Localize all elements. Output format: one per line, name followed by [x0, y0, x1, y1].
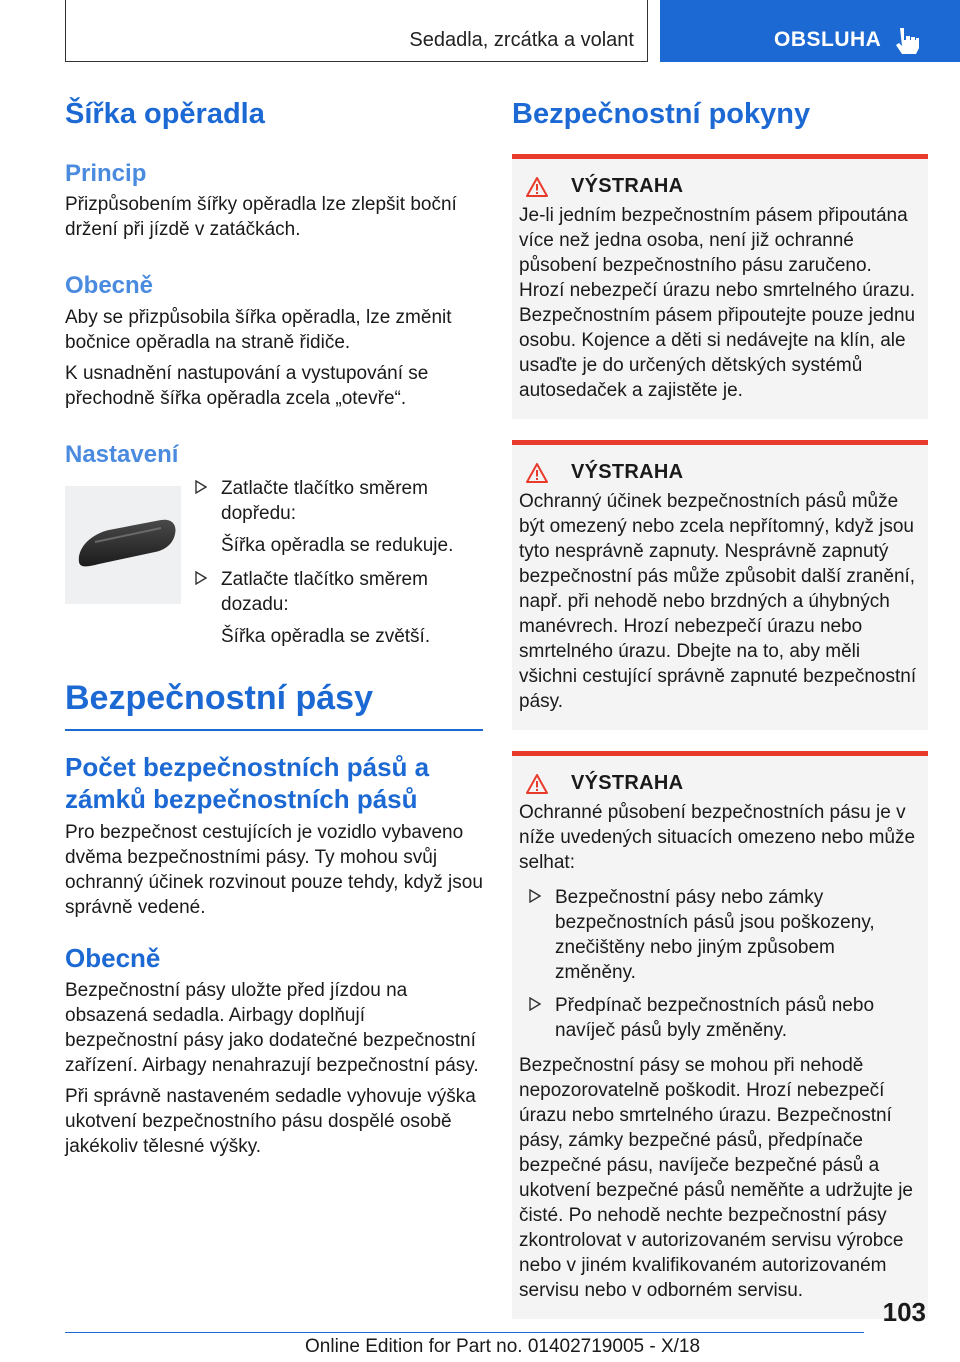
- warning-bullet: [525, 993, 921, 1043]
- step-backward-action: Zatlačte tlačítko směrem dozadu:: [221, 569, 428, 616]
- seat-width-button-graphic: [65, 486, 181, 604]
- obecne-text-2: K usnadnění nastupování a vystupování se přechodně šířka opěradla zcela „otevře“.: [65, 363, 429, 410]
- warning-title-row: [519, 175, 921, 199]
- obecne2-text-1: Bezpečnostní pásy uložte před jízdou na obsazená sedadla. Airbagy doplňují bezpečnostní pásy jako dodatečné bezpečnostní zařízení. Airbagy nenahrazují bezpečnostní pásy.: [65, 980, 479, 1077]
- warning-bullet-text: Předpínač bezpečnostních pásů nebo navíječ pásů byly změněny.: [555, 994, 875, 1041]
- princip-title: Princip: [65, 159, 147, 187]
- pocet-text: Pro bezpečnost cestujících je vozidlo vybaveno dvěma bezpečnostními pásy. Ty mohou svůj ochranný účinek rozvinout pouze tehdy, když jsou správně vedené.: [65, 821, 483, 918]
- obecne2-text-2: Při správně nastaveném sedadle vyhovuje výška ukotvení bezpečnostního pásu dospělé osobě jakékoliv tělesné výšky.: [65, 1086, 476, 1158]
- left-column: [65, 96, 483, 1159]
- warning-intro: Ochranné působení bezpečnostních pásu je v níže uvedených situacích omezeno nebo může selhat:: [519, 801, 916, 873]
- chapter-tab[interactable]: [660, 0, 960, 62]
- triangle-bullet-icon: [529, 997, 541, 1011]
- warning-title: VÝSTRAHA: [571, 461, 684, 484]
- pointing-hand-icon: [893, 26, 921, 56]
- seat-width-button-image: [65, 486, 181, 604]
- page-number: 103: [882, 1297, 926, 1327]
- obecne2-title: Obecně: [65, 942, 161, 973]
- nastaveni-title: Nastavení: [65, 441, 179, 469]
- warning-title-row: [519, 461, 921, 485]
- section-divider: [65, 729, 483, 731]
- edition-note: Online Edition for Part no. 01402719005 - X/18: [305, 1336, 701, 1357]
- warning-triangle-icon: [525, 462, 549, 484]
- warning-box-3: [512, 751, 928, 1319]
- obecne-text-1: Aby se přizpůsobila šířka opěradla, lze změnit bočnice opěradla na straně řidiče.: [65, 307, 452, 354]
- warning-box-2: [512, 440, 928, 730]
- warnings: [512, 154, 928, 1319]
- step-forward: [191, 476, 483, 558]
- warning-title: VÝSTRAHA: [571, 175, 684, 198]
- warning-text: Ochranný účinek bezpečnostních pásů může být omezený nebo zcela nepřítomný, když jsou tyto nesprávně zapnuty. Nesprávně zapnutý bezpečnostní pás může způsobit další zranění, např. při nehodě nebo brzdných a úhybných manévrech. Hrozí nebezpečí úrazu nebo smrtelného úrazu. Dbejte na to, aby měli všichni cestující správně zapnuté bezpečnostní pásy.: [519, 490, 917, 712]
- footer-divider: [65, 1332, 864, 1333]
- chapter-tab-label: OBSLUHA: [774, 28, 882, 51]
- warning-title: VÝSTRAHA: [571, 772, 684, 795]
- triangle-bullet-icon: [195, 571, 207, 585]
- belts-heading: Bezpečnostní pásy: [65, 679, 373, 718]
- section-title: Sedadla, zrcátka a volant: [409, 29, 634, 51]
- warning-title-row: [519, 772, 921, 796]
- step-backward-result: Šířka opěradla se zvětší.: [221, 626, 431, 648]
- right-column: [512, 96, 928, 1319]
- warning-bullet-text: Bezpečnostní pásy nebo zámky bezpečnostních pásů jsou poškozeny, znečištěny nebo jiným způsobem změněny.: [555, 886, 875, 983]
- pocet-title: Počet bezpečnostních pásů a zámků bezpečnostních pásů: [65, 751, 430, 815]
- safety-heading: Bezpečnostní pokyny: [512, 98, 811, 130]
- triangle-bullet-icon: [529, 889, 541, 903]
- warning-outro: Bezpečnostní pásy se mohou při nehodě nepozorovatelně poškodit. Hrozí nebezpečí úrazu nebo smrtelného úrazu. Bezpečnostní pásy, zámky bezpečné pásů, předpínače bezpečné pásu, navíječe bezpečné pásů a ukotvení bezpečné pásů neměňte a udržujte je čisté. Po nehodě nechte bezpečnostní pásy zkontrolovat v autorizovaném servisu výrobce nebo v jiném kvalifikovaném autorizovaném servisu nebo v odborném servisu.: [519, 1054, 913, 1301]
- step-backward: [191, 567, 483, 649]
- warning-box-1: [512, 154, 928, 419]
- warning-bullets: [525, 885, 921, 1043]
- width-heading: Šířka opěradla: [65, 98, 265, 130]
- warning-triangle-icon: [525, 773, 549, 795]
- step-forward-result: Šířka opěradla se redukuje.: [221, 535, 454, 557]
- warning-text: Je-li jedním bezpečnostním pásem připoutána více než jedna osoba, není již ochranné působení bezpečnostního pásu zaručeno. Hrozí nebezpečí úrazu nebo smrtelného úrazu. Bezpečnostním pásem připoutejte pouze jednu osobu. Kojence a děti si nedávejte na klín, ale usaďte je do určených dětských systémů autosedaček a zajistěte je.: [519, 204, 916, 401]
- nastaveni-steps: [191, 476, 483, 649]
- warning-bullet: [525, 885, 921, 985]
- step-forward-action: Zatlačte tlačítko směrem dopředu:: [221, 478, 428, 525]
- warning-triangle-icon: [525, 176, 549, 198]
- obecne-title: Obecně: [65, 272, 154, 300]
- nastaveni-block: [65, 476, 483, 672]
- princip-text: Přizpůsobením šířky opěradla lze zlepšit boční držení při jízdě v zatáčkách.: [65, 194, 457, 241]
- triangle-bullet-icon: [195, 480, 207, 494]
